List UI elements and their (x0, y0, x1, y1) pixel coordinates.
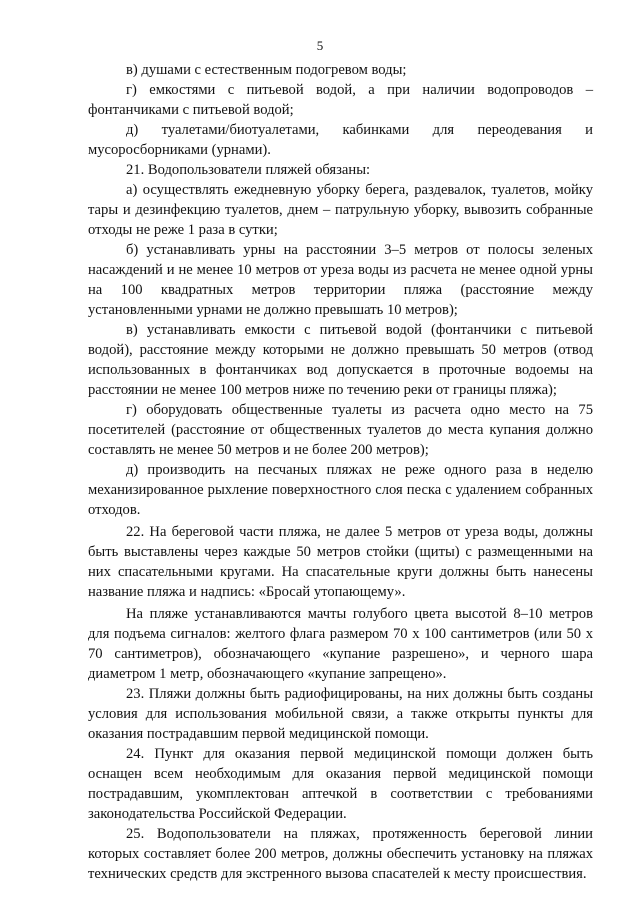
paragraph-21-g: г) оборудовать общественные туалеты из расчета одно место на 75 посетителей (расстояние от общественных туалетов до места купания должно составлять не менее 50 метров и не более 200 метров); (88, 402, 593, 458)
paragraph-item-g-water-containers: г) емкостями с питьевой водой, а при наличии водопроводов – фонтанчиками с питьевой водой; (88, 82, 593, 118)
paragraph-21-d: д) производить на песчаных пляжах не реже одного раза в неделю механизированное рыхление поверхностного слоя песка с удалением собранных отходов. (88, 462, 593, 518)
paragraph-clause-22-masts: На пляже устанавливаются мачты голубого цвета высотой 8–10 метров для подъема сигналов: желтого флага размером 70 х 100 сантиметров (или 50 х 70 сантиметров), обозначающего «купание разрешено», и черного шара диаметром 1 метр, обозначающего «купание запрещено». (88, 606, 593, 682)
paragraph-clause-24: 24. Пункт для оказания первой медицинской помощи должен быть оснащен всем необходимым для оказания первой медицинской помощи пострадавшим, укомплектован аптечкой в соответствии с требованиями законодательства Российской Федерации. (88, 746, 593, 822)
paragraph-item-d-toilets: д) туалетами/биотуалетами, кабинками для переодевания и мусоросборниками (урнами). (88, 122, 593, 158)
paragraph-21-a: а) осуществлять ежедневную уборку берега, раздевалок, туалетов, мойку тары и дезинфекцию туалетов, днем – патрульную уборку, вывозить собранные отходы не реже 1 раза в сутки; (88, 182, 593, 238)
paragraph-21-v: в) устанавливать емкости с питьевой водой (фонтанчики с питьевой водой), расстояние между которыми не должно превышать 50 метров (отвод использованных в фонтанчиках вод допускается в проточные водоемы на расстоянии не менее 100 метров ниже по течению реки от границы пляжа); (88, 322, 593, 398)
page-number: 5 (316, 38, 324, 53)
paragraph-clause-25: 25. Водопользователи на пляжах, протяженность береговой линии которых составляет более 200 метров, должны обеспечить установку на пляжах технических средств для экстренного вызова спасателей к месту происшествия. (88, 826, 593, 882)
document-body (88, 60, 593, 884)
paragraph-item-v-showers: в) душами с естественным подогревом воды; (126, 62, 407, 78)
paragraph-clause-22: 22. На береговой части пляжа, не далее 5 метров от уреза воды, должны быть выставлены через каждые 50 метров стойки (щиты) с размещенными на них спасательными кругами. На спасательные круги должны быть нанесены название пляжа и надпись: «Бросай утопающему». (88, 524, 593, 600)
paragraph-clause-23: 23. Пляжи должны быть радиофицированы, на них должны быть созданы условия для использования мобильной связи, а также открыты пункты для оказания пострадавшим первой медицинской помощи. (88, 686, 593, 742)
paragraph-21-b: б) устанавливать урны на расстоянии 3–5 метров от полосы зеленых насаждений и не менее 10 метров от уреза воды из расчета не менее одной урны на 100 квадратных метров территории пляжа (расстояние между установленными урнами не должно превышать 10 метров); (88, 242, 593, 318)
paragraph-clause-21: 21. Водопользователи пляжей обязаны: (126, 162, 371, 178)
